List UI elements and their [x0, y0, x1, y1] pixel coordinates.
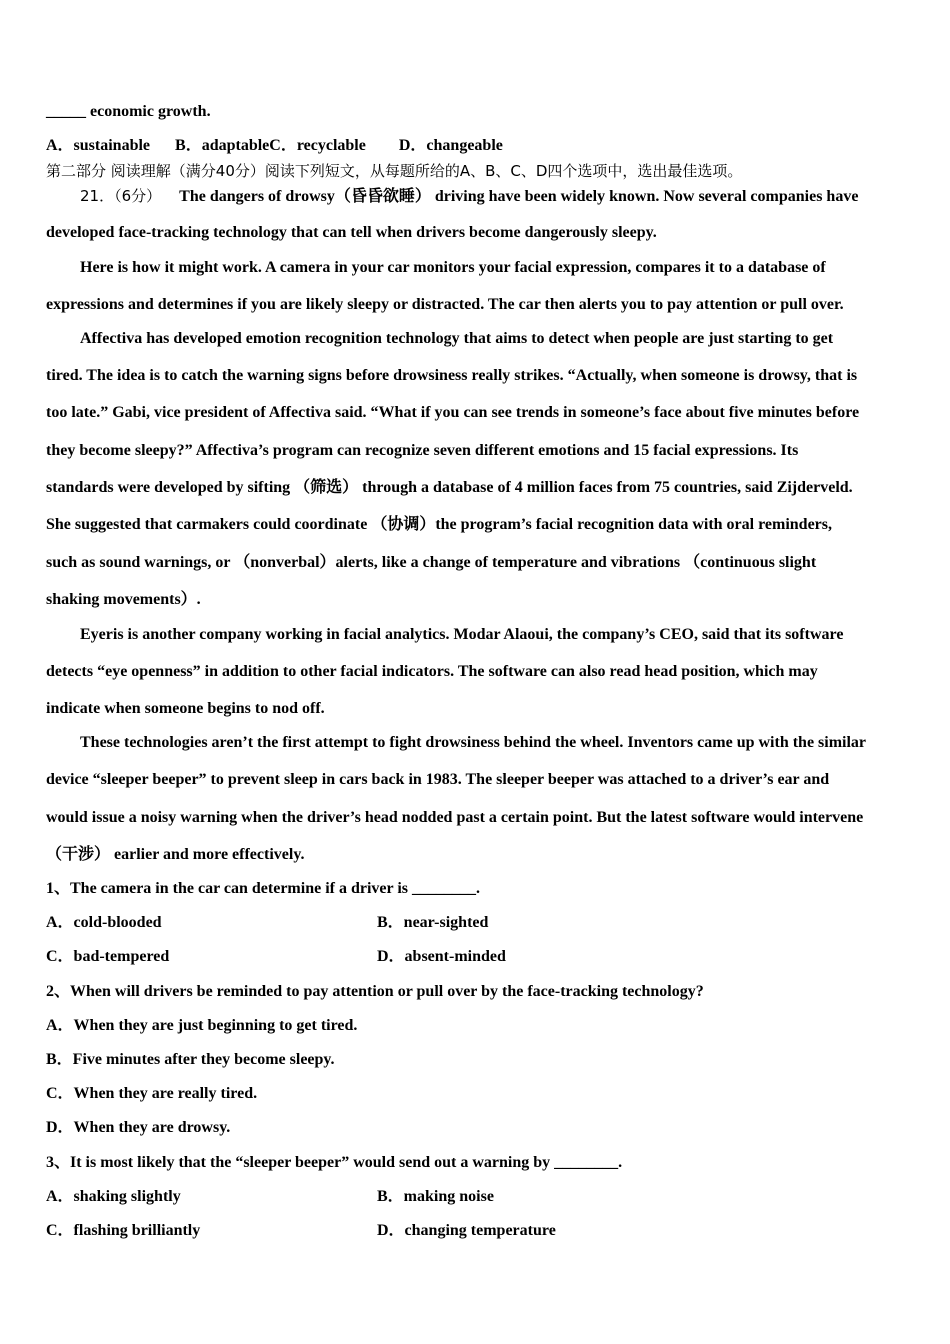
passage-line-15: indicate when someone begins to nod off.: [46, 700, 325, 717]
question-1-option-d: D．absent-minded: [377, 948, 506, 965]
passage-line-19: （干涉） earlier and more effectively.: [46, 846, 305, 863]
option-d: D．changeable: [398, 137, 503, 154]
passage-line-1: 21．（6分） The dangers of drowsy（昏昏欲睡） driving have been widely known. Now several companies have: [80, 187, 859, 205]
passage-line-2: developed face-tracking technology that can tell when drivers become dangerously sleepy.: [46, 224, 657, 241]
passage-line-7: too late.” Gabi, vice president of Affectiva said. “What if you can see trends in someone’s face about five minutes before: [46, 404, 860, 421]
question-2-option-d: D．When they are drowsy.: [46, 1119, 231, 1136]
question-2-option-a: A．When they are just beginning to get tired.: [46, 1017, 358, 1034]
option-a: A．sustainable: [46, 137, 151, 154]
passage-line-8: they become sleepy?” Affectiva’s program can recognize seven different emotions and 15 facial expressions. Its: [46, 442, 799, 459]
question-1-option-a: A．cold-blooded: [46, 914, 162, 931]
option-c: C．recyclable: [269, 137, 366, 154]
question-2-stem: 2、When will drivers be reminded to pay attention or pull over by the face-tracking technology?: [46, 983, 704, 1000]
passage-line-4: expressions and determines if you are likely sleepy or distracted. The car then alerts you to pay attention or pull over.: [46, 296, 844, 313]
passage-line-11: such as sound warnings, or （nonverbal）alerts, like a change of temperature and vibrations （continuous slight: [46, 554, 817, 571]
question-3-stem: 3、It is most likely that the “sleeper beeper” would send out a warning by ________.: [46, 1154, 623, 1171]
passage-line-17: device “sleeper beeper” to prevent sleep in cars back in 1983. The sleeper beeper was attached to a driver’s ear and: [46, 771, 830, 788]
passage-line-10: She suggested that carmakers could coordinate （协调）the program’s facial recognition data with oral reminders,: [46, 516, 833, 533]
passage-line-9: standards were developed by sifting （筛选） through a database of 4 million faces from 75 countries, said Zijderveld.: [46, 479, 853, 496]
prev-question-stem: _____ economic growth.: [46, 103, 211, 120]
question-3-option-d: D．changing temperature: [377, 1222, 556, 1239]
passage-line-12: shaking movements）.: [46, 591, 201, 608]
question-1-option-c: C．bad-tempered: [46, 948, 170, 965]
question-3-option-c: C．flashing brilliantly: [46, 1222, 201, 1239]
question-1-option-b: B．near-sighted: [377, 914, 489, 931]
passage-line-18: would issue a noisy warning when the driver’s head nodded past a certain point. But the latest software would intervene: [46, 809, 864, 826]
section-title: 第二部分 阅读理解（满分40分）阅读下列短文，从每题所给的A、B、C、D四个选项中，选出最佳选项。: [46, 162, 743, 180]
question-2-option-b: B．Five minutes after they become sleepy.: [46, 1051, 335, 1068]
question-3-option-b: B．making noise: [377, 1188, 494, 1205]
passage-line-6: tired. The idea is to catch the warning signs before drowsiness really strikes. “Actually, when someone is drowsy, that is: [46, 367, 858, 384]
option-b: B．adaptable: [175, 137, 270, 154]
question-1-stem: 1、The camera in the car can determine if a driver is ________.: [46, 880, 481, 897]
question-number: 21．（6分）: [80, 187, 162, 205]
prev-question-options: [46, 136, 503, 156]
passage-line-13: Eyeris is another company working in facial analytics. Modar Alaoui, the company’s CEO, said that its software: [80, 626, 844, 643]
question-3-option-a: A．shaking slightly: [46, 1188, 181, 1205]
passage-line-16: These technologies aren’t the first attempt to fight drowsiness behind the wheel. Inventors came up with the similar: [80, 734, 867, 751]
passage-line-5: Affectiva has developed emotion recognition technology that aims to detect when people are just starting to get: [80, 330, 834, 347]
passage-line-14: detects “eye openness” in addition to other facial indicators. The software can also read head position, which may: [46, 663, 818, 680]
passage-line-3: Here is how it might work. A camera in your car monitors your facial expression, compares it to a database of: [80, 259, 826, 276]
question-2-option-c: C．When they are really tired.: [46, 1085, 258, 1102]
